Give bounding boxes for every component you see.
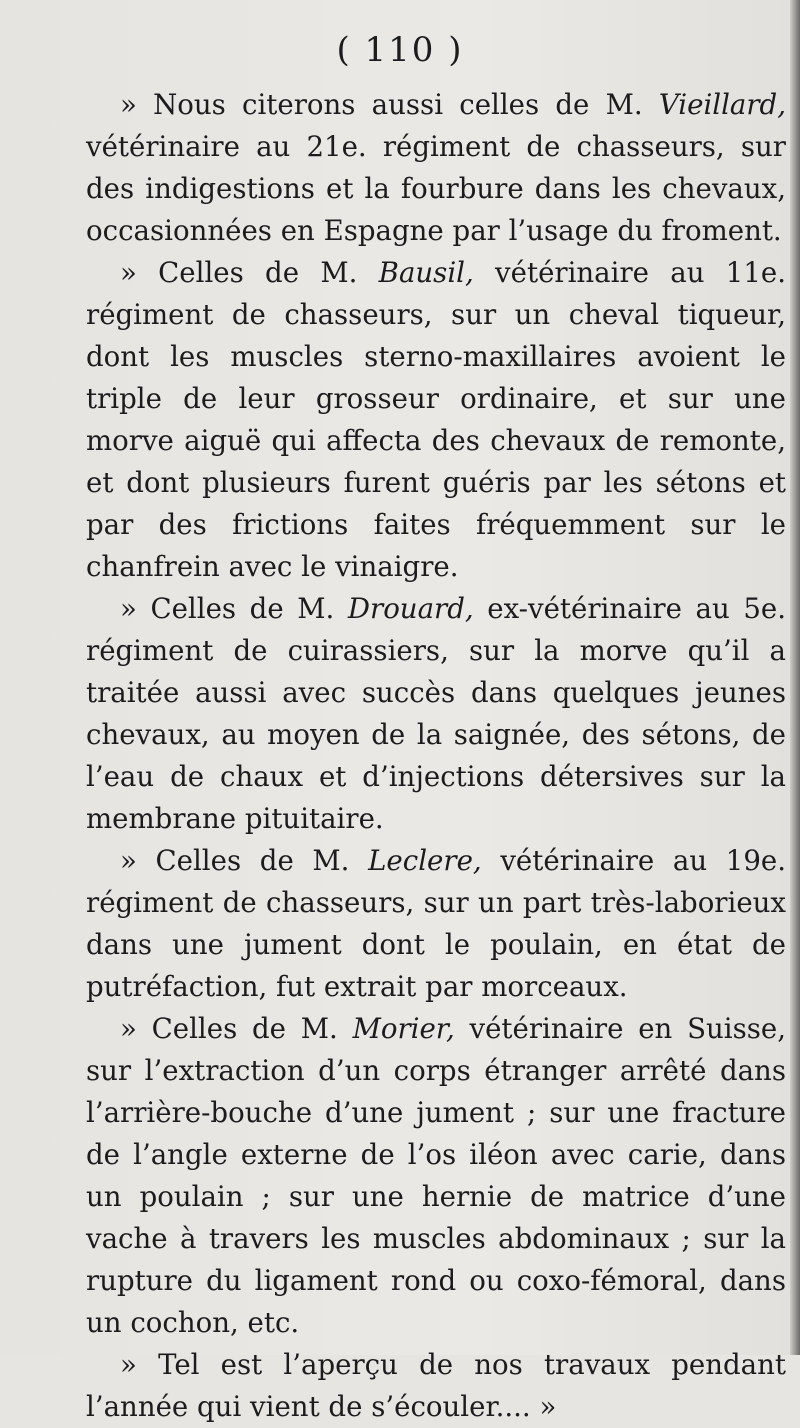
paragraph-bausil <box>86 252 786 588</box>
paragraph-text: vétérinaire en Suisse, sur l’extraction d’un corps étranger arrêté dans l’arrière-bouche d’une jument ; sur une fracture de l’angle externe de l’os iléon avec carie, dans un poulain ; sur une hernie de matrice d’une vache à travers les muscles abdominaux ; sur la rupture du ligament rond ou coxo-fémoral, dans un cochon, etc. <box>86 1012 786 1339</box>
paragraph-text: » Tel est l’aperçu de nos travaux pendant l’année qui vient de s’écouler.... » <box>86 1348 786 1423</box>
paragraph-morier <box>86 1008 786 1344</box>
paragraph-closing <box>86 1344 786 1428</box>
page-number: ( 110 ) <box>336 30 464 70</box>
paragraph-text: ex-vétérinaire au 5e. régiment de cuirassiers, sur la morve qu’il a traitée aussi avec succès dans quelques jeunes chevaux, au moyen de la saignée, des sétons, de l’eau de chaux et d’injections détersives sur la membrane pituitaire. <box>86 592 786 835</box>
page-edge <box>790 0 800 1355</box>
paragraph-text: » Nous citerons aussi celles de M. <box>120 88 659 121</box>
paragraph-text: » Celles de M. <box>120 256 379 289</box>
paragraph-drouard <box>86 588 786 840</box>
paragraph-text: vétérinaire au 19e. régiment de chasseurs, sur un part très-laborieux dans une jument dont le poulain, en état de putréfaction, fut extrait par morceaux. <box>86 844 786 1003</box>
paragraph-leclere <box>86 840 786 1008</box>
author-name: Morier, <box>352 1012 455 1045</box>
paragraph-text: » Celles de M. <box>120 592 348 625</box>
author-name: Vieillard, <box>658 88 786 121</box>
paragraph-text: » Celles de M. <box>120 844 369 877</box>
author-name: Bausil, <box>378 256 474 289</box>
paragraph-text: vétérinaire au 11e. régiment de chasseurs, sur un cheval tiqueur, dont les muscles sterno-maxillaires avoient le triple de leur grosseur ordinaire, et sur une morve aiguë qui affecta des chevaux de remonte, et dont plusieurs furent guéris par les sétons et par des frictions faites fréquemment sur le chanfrein avec le vinaigre. <box>86 256 787 583</box>
author-name: Drouard, <box>347 592 474 625</box>
paragraph-text: » Celles de M. <box>120 1012 353 1045</box>
paragraph-text: vétérinaire au 21e. régiment de chasseurs, sur des indigestions et la fourbure dans les chevaux, occasionnées en Espagne par l’usage du froment. <box>86 130 786 247</box>
paragraph-vieillard <box>86 84 786 252</box>
body-text <box>86 84 786 1428</box>
author-name: Leclere, <box>368 844 482 877</box>
